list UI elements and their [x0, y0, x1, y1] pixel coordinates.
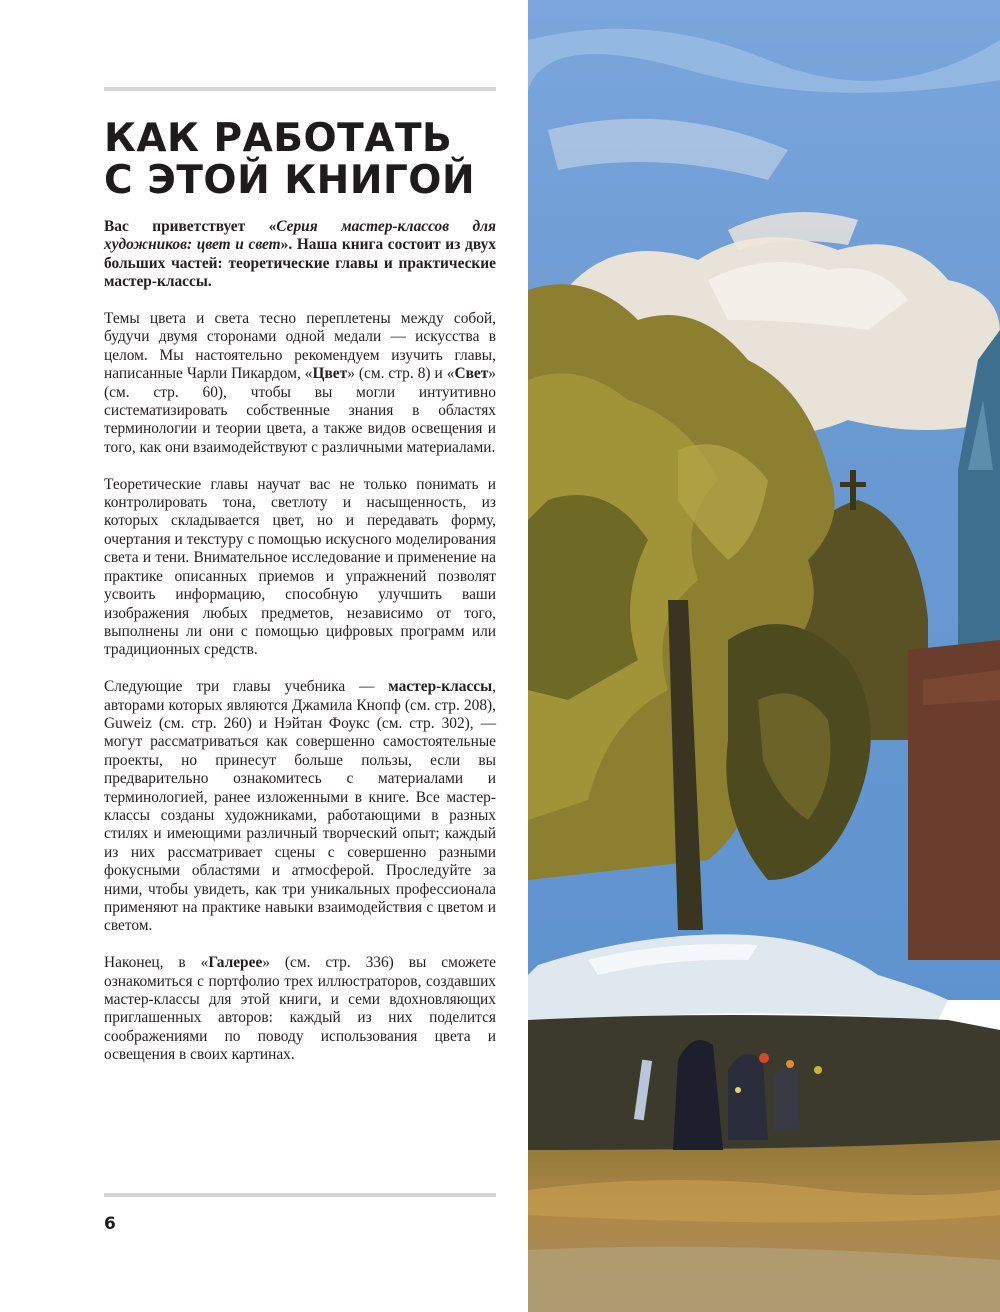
page-title — [104, 118, 524, 202]
masterclasses-term: мастер-классы — [388, 678, 493, 696]
gallery-ref: Галерее — [208, 954, 263, 972]
paragraph-color-light — [104, 310, 496, 457]
chapter-light-ref: Свет — [454, 365, 489, 383]
title-line-2: С ЭТОЙ КНИГОЙ — [104, 158, 476, 203]
paragraph-gallery — [104, 954, 496, 1064]
intro-text-1: Вас приветствует « — [104, 218, 277, 235]
page-number: 6 — [104, 1214, 116, 1234]
top-rule — [104, 87, 496, 91]
intro-text-2: ». Наша книга состоит из двух больших частей: теоретические главы и практические мастер-классы. — [104, 236, 496, 291]
painting-svg — [528, 0, 1000, 1312]
p4-text-2: » (см. стр. 336) вы сможете ознакомиться с портфолио трех иллюстраторов, создавших мастер-классы для этой книги, и семи вдохновляющих приглашенных авторов: каждый из них поделится соображениями по поводу использования цвета и освещения в своих картинах. — [104, 954, 496, 1064]
chapter-color-ref: Цвет — [312, 365, 348, 383]
paragraph-masterclasses — [104, 678, 496, 936]
p1-text-2: » (см. стр. 8) и « — [347, 365, 455, 383]
p4-text-1: Наконец, в « — [104, 954, 209, 972]
p1-text-3: » (см. стр. 60), чтобы вы могли интуитивно систематизировать собственные знания в областях терминологии и теории цвета, а также видов освещения и того, как они взаимодействуют с различными материалами. — [104, 365, 496, 456]
p1-text-1: Темы цвета и света тесно переплетены между собой, будучи двумя сторонами одной медали — искусства в целом. Мы настоятельно рекомендуем изучить главы, написанные Чарли Пикардом, « — [104, 310, 496, 383]
p3-text-1: Следующие три главы учебника — — [104, 678, 389, 696]
body-text — [104, 218, 496, 1083]
intro-paragraph — [104, 218, 496, 292]
paragraph-theory: Теоретические главы научат вас не только понимать и контролировать тона, светлоту и насыщенность, из которых складывается цвет, но и передавать форму, очертания и текстуру с помощью искусного моделирования света и тени. Внимательное исследование и применение на практике описанных приемов и упражнений позволят усвоить информацию, способную улучшить ваши изображения любых предметов, независимо от того, выполнены ли они с помощью цифровых программ или традиционных средств. — [104, 475, 496, 659]
series-name: Серия мастер-классов для художников: цвет и свет — [104, 218, 496, 254]
p3-text-2: , авторами которых являются Джамила Кнопф (см. стр. 208), Guweiz (см. стр. 260) и Нэйтан Фоукс (см. стр. 302), — могут рассматриваться как совершенно самостоятельные проекты, но принесут больше пользы, если вы предварительно ознакомитесь с материалами и терминологией, ранее изложенными в книге. Все мастер-классы созданы художниками, работающими в разных стилях и имеющими различный творческий опыт; каждый из них рассматривает сцены с совершенно разными фокусными областями и атмосферой. Проследуйте за ними, чтобы увидеть, как три уникальных профессионала применяют на практике навыки взаимодействия с цветом и светом. — [104, 678, 496, 935]
title-line-1: КАК РАБОТАТЬ — [104, 116, 453, 161]
bottom-rule — [104, 1193, 496, 1197]
painting-illustration — [528, 0, 1000, 1312]
